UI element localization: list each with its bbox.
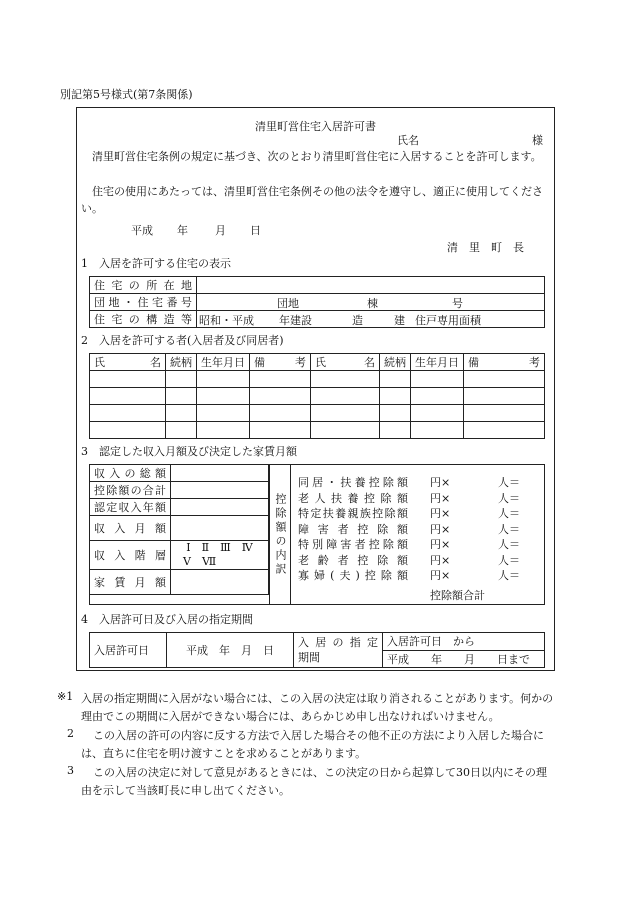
deduction-row — [298, 553, 538, 569]
deduction-total-label: 控除額合計 — [430, 589, 485, 602]
yen-mark: 円× — [430, 538, 451, 551]
structure-era: 昭和・平成 — [199, 314, 254, 327]
deduction-label: 老齢者控除額 — [298, 553, 408, 567]
housing-table — [89, 276, 545, 328]
deduction-list — [298, 475, 538, 584]
class-levels-row-1: Ⅰ Ⅱ Ⅲ Ⅳ — [186, 541, 253, 554]
deduction-row — [298, 568, 538, 584]
note-3-text: この入居の決定に対して意見があるときには、この決定の日から起算して30日以内にその理由を示して当該町長に申し出てください。 — [81, 766, 547, 797]
section4-title: 4 入居許可日及び入居の指定期間 — [81, 613, 253, 626]
section3-title: 3 認定した収入月額及び決定した家賃月額 — [81, 445, 297, 458]
deduction-label: 同居・扶養控除額 — [298, 476, 408, 489]
paragraph-1: 清里町営住宅条例の規定に基づき、次のとおり清里町営住宅に入居することを許可します。 — [92, 150, 542, 163]
header-relation-2: 続柄 — [380, 354, 411, 371]
header-note-2: 備 考 — [468, 356, 540, 369]
income-class-label: 収入階層 — [94, 549, 166, 562]
note-1-mark: ※1 — [57, 690, 74, 703]
income-block — [89, 464, 545, 605]
note-2 — [57, 727, 557, 762]
form-number: 別記第5号様式(第7条関係) — [60, 88, 193, 101]
number-label: 団地・住宅番号 — [94, 296, 192, 309]
structure-floors: 建 — [394, 314, 405, 327]
section2-title: 2 入居を許可する者(入居者及び同居者) — [81, 334, 284, 347]
person-mark: 人＝ — [498, 569, 520, 582]
deduction-label: 特定扶養親族控除額 — [298, 507, 408, 520]
structure-value — [197, 311, 545, 328]
yen-mark: 円× — [430, 507, 451, 520]
period-to: 平成 年 月 日まで — [383, 650, 545, 668]
deduction-row — [298, 522, 538, 538]
header-name-1: 氏 名 — [94, 356, 161, 369]
yen-mark: 円× — [430, 569, 451, 582]
header-note-1: 備 考 — [254, 356, 306, 369]
recipient-honorific: 様 — [532, 134, 543, 147]
deduction-sum-label: 控除額の合計 — [94, 484, 166, 497]
paragraph-2: 住宅の使用にあたっては、清里町営住宅条例その他の法令を遵守し、適正に使用してください。 — [81, 185, 543, 215]
deduction-label: 障害者控除額 — [298, 522, 408, 536]
notes — [57, 690, 557, 799]
table-row — [90, 405, 545, 422]
header-birth-1: 生年月日 — [197, 354, 250, 371]
table-row — [90, 371, 545, 388]
section1-title: 1 入居を許可する住宅の表示 — [81, 257, 231, 270]
note-2-text: この入居の許可の内容に反する方法で入居した場合その他不正の方法により入居した場合には、直ちに住宅を明け渡すことを求めることがあります。 — [81, 729, 544, 760]
structure-label: 住宅の構造等 — [94, 313, 192, 326]
number-value — [197, 294, 545, 311]
table-row — [90, 422, 545, 439]
recipient-name-label: 氏名 — [397, 134, 419, 147]
permit-date-label: 入居許可日 — [90, 633, 167, 668]
date-year: 年 — [177, 224, 188, 237]
to-text: 棟 — [367, 297, 378, 310]
period-label-line-2: 期間 — [298, 651, 320, 664]
person-mark: 人＝ — [498, 476, 520, 489]
deduction-row — [298, 537, 538, 553]
permit-form-frame — [76, 107, 555, 671]
go-text: 号 — [452, 297, 463, 310]
deduction-row — [298, 491, 538, 507]
note-3-mark: 3 — [67, 764, 74, 777]
deduction-label: 寡婦(夫)控除額 — [298, 569, 408, 582]
structure-built: 年建設 — [279, 314, 312, 327]
document-title: 清里町営住宅入居許可書 — [255, 120, 376, 133]
person-mark: 人＝ — [498, 538, 520, 551]
period-label-line-1: 入居の指定 — [298, 636, 378, 649]
date-day: 日 — [250, 224, 261, 237]
income-class-value — [171, 541, 269, 570]
yen-mark: 円× — [430, 553, 451, 567]
date-era: 平成 — [131, 224, 153, 237]
rent-label: 家賃月額 — [94, 576, 166, 589]
period-table — [89, 632, 545, 668]
yen-mark: 円× — [430, 491, 451, 505]
yen-mark: 円× — [430, 522, 451, 536]
annual-income-label: 認定収入年額 — [94, 501, 166, 514]
header-name-2: 氏 名 — [315, 356, 375, 369]
danchi-text: 団地 — [277, 297, 299, 310]
structure-type: 造 — [352, 314, 363, 327]
deduction-row — [298, 475, 538, 491]
note-2-mark: 2 — [67, 727, 74, 740]
location-label: 住宅の所在地 — [94, 279, 192, 292]
note-1-text: 入居の指定期間に入居がない場合には、この入居の決定は取り消されることがあります。何かの理由でこの期間に入居ができない場合には、あらかじめ申し出なければいけません。 — [81, 692, 554, 723]
person-mark: 人＝ — [498, 491, 520, 505]
header-birth-2: 生年月日 — [411, 354, 464, 371]
monthly-income-label: 収入月額 — [94, 522, 166, 535]
note-3 — [57, 764, 557, 799]
person-mark: 人＝ — [498, 507, 520, 520]
date-month: 月 — [215, 224, 226, 237]
yen-mark: 円× — [430, 476, 451, 489]
structure-area: 住戸専用面積 — [415, 314, 481, 327]
deduction-breakdown-label: 控除額の内訳 — [274, 492, 287, 577]
class-levels-row-2: Ⅴ Ⅶ — [183, 555, 217, 568]
location-value — [197, 277, 545, 294]
residents-table — [89, 353, 545, 439]
deduction-label: 老人扶養控除額 — [298, 491, 408, 505]
income-table — [89, 464, 269, 595]
issuer: 清 里 町 長 — [447, 241, 524, 254]
period-from: 入居許可日 から — [383, 633, 545, 651]
deduction-row — [298, 506, 538, 522]
deduction-label: 特別障害者控除額 — [298, 538, 408, 551]
note-1 — [57, 690, 557, 725]
income-total-label: 収入の総額 — [94, 467, 166, 480]
person-mark: 人＝ — [498, 553, 520, 567]
header-relation-1: 続柄 — [166, 354, 197, 371]
period-label — [294, 633, 383, 668]
permit-date-value: 平成 年 月 日 — [167, 633, 294, 668]
person-mark: 人＝ — [498, 522, 520, 536]
deduction-breakdown-label-cell — [269, 464, 291, 605]
table-row — [90, 388, 545, 405]
